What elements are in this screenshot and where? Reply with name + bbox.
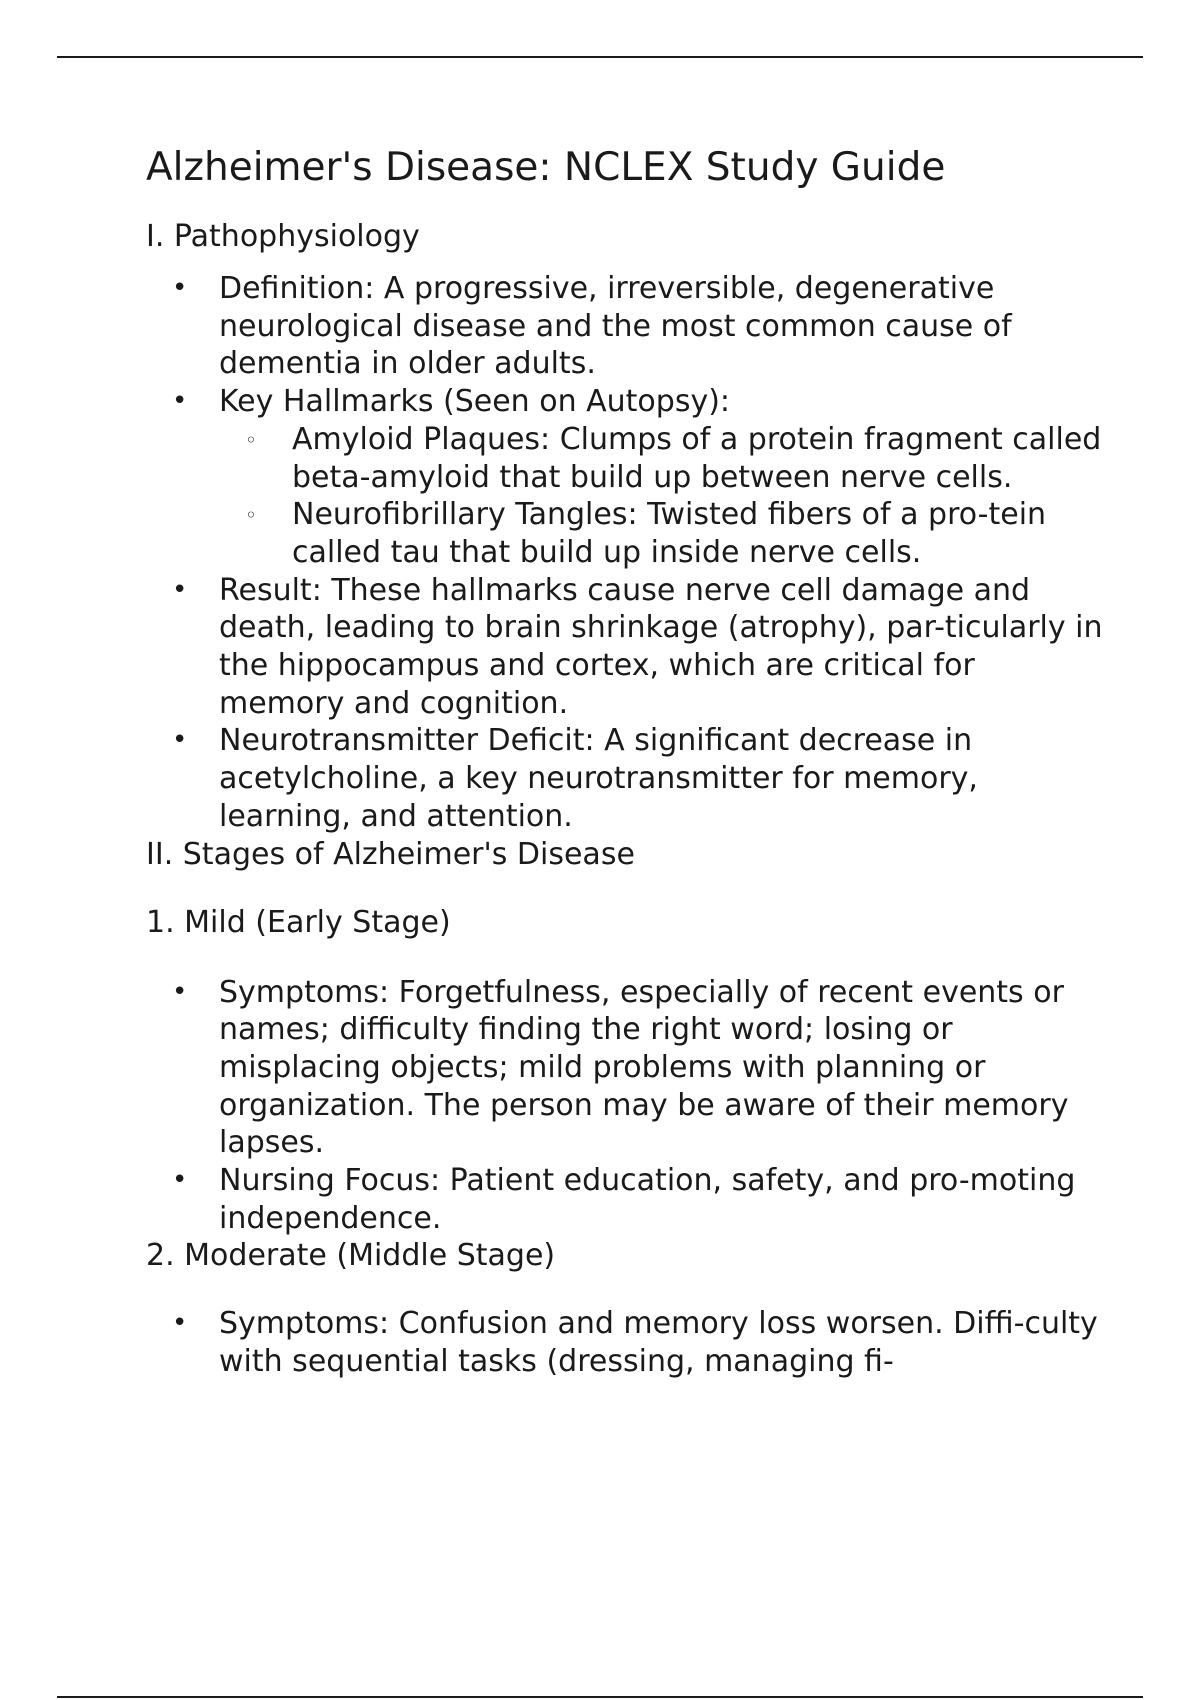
bottom-rule: [57, 1696, 1143, 1698]
result-text: Result: These hallmarks cause nerve cell damage and death, leading to brain shrinkage (atrophy), par-ticularly in the hippocampus and cortex, which are critical for memory and cognition.: [219, 572, 1103, 721]
document-body: [146, 142, 1106, 1381]
section-heading-pathophysiology: I. Pathophysiology: [146, 219, 420, 254]
list-item: [146, 974, 1106, 1163]
bullet-icon: •: [172, 386, 188, 417]
mild-nursing-text: Nursing Focus: Patient education, safety, and pro-moting independence.: [219, 1163, 1076, 1236]
top-rule: [57, 56, 1143, 58]
bullet-icon: •: [172, 1308, 188, 1339]
moderate-stage-list: [146, 1305, 1106, 1380]
mild-symptoms-text: Symptoms: Forgetfulness, especially of recent events or names; difficulty finding the right word; losing or misplacing objects; mild problems with planning or organization. The person may be aware of their memory lapses.: [219, 974, 1069, 1161]
list-item: [146, 1305, 1106, 1380]
circle-bullet-icon: ◦: [245, 503, 257, 528]
list-item: [146, 383, 1106, 572]
page-title: Alzheimer's Disease: NCLEX Study Guide: [146, 145, 946, 190]
stage-heading-moderate: 2. Moderate (Middle Stage): [146, 1238, 556, 1274]
list-item: [146, 572, 1106, 723]
bullet-icon: •: [172, 273, 188, 303]
stage-heading-mild: 1. Mild (Early Stage): [146, 904, 451, 940]
bullet-icon: •: [172, 725, 188, 756]
deficit-text: Neurotransmitter Deficit: A significant decrease in acetylcholine, a key neurotransmitter for memory, learning, and attention.: [219, 723, 978, 834]
sub-list-item: [219, 421, 1106, 496]
hallmark-text: Neurofibrillary Tangles: Twisted fibers of a pro-tein called tau that build up inside nerve cells.: [292, 497, 1047, 570]
section-heading-stages: II. Stages of Alzheimer's Disease: [146, 836, 635, 872]
bullet-icon: •: [172, 976, 188, 1007]
hallmark-text: Amyloid Plaques: Clumps of a protein fragment called beta-amyloid that build up between nerve cells.: [292, 421, 1102, 495]
pathophysiology-list: [146, 270, 1106, 836]
bullet-icon: •: [172, 574, 188, 605]
list-item: [146, 722, 1106, 835]
moderate-symptoms-text: Symptoms: Confusion and memory loss worsen. Diffi-culty with sequential tasks (dressing, managing fi-: [219, 1306, 1098, 1380]
circle-bullet-icon: ◦: [245, 427, 257, 452]
list-item: [146, 270, 1106, 383]
definition-text: Definition: A progressive, irreversible, degenerative neurological disease and the most common cause of dementia in older adults.: [219, 271, 1012, 382]
hallmarks-sublist: [219, 421, 1106, 572]
mild-stage-list: [146, 974, 1106, 1238]
bullet-icon: •: [172, 1165, 188, 1196]
sub-list-item: [219, 496, 1106, 571]
list-item: [146, 1162, 1106, 1237]
hallmarks-heading: Key Hallmarks (Seen on Autopsy):: [219, 384, 731, 420]
